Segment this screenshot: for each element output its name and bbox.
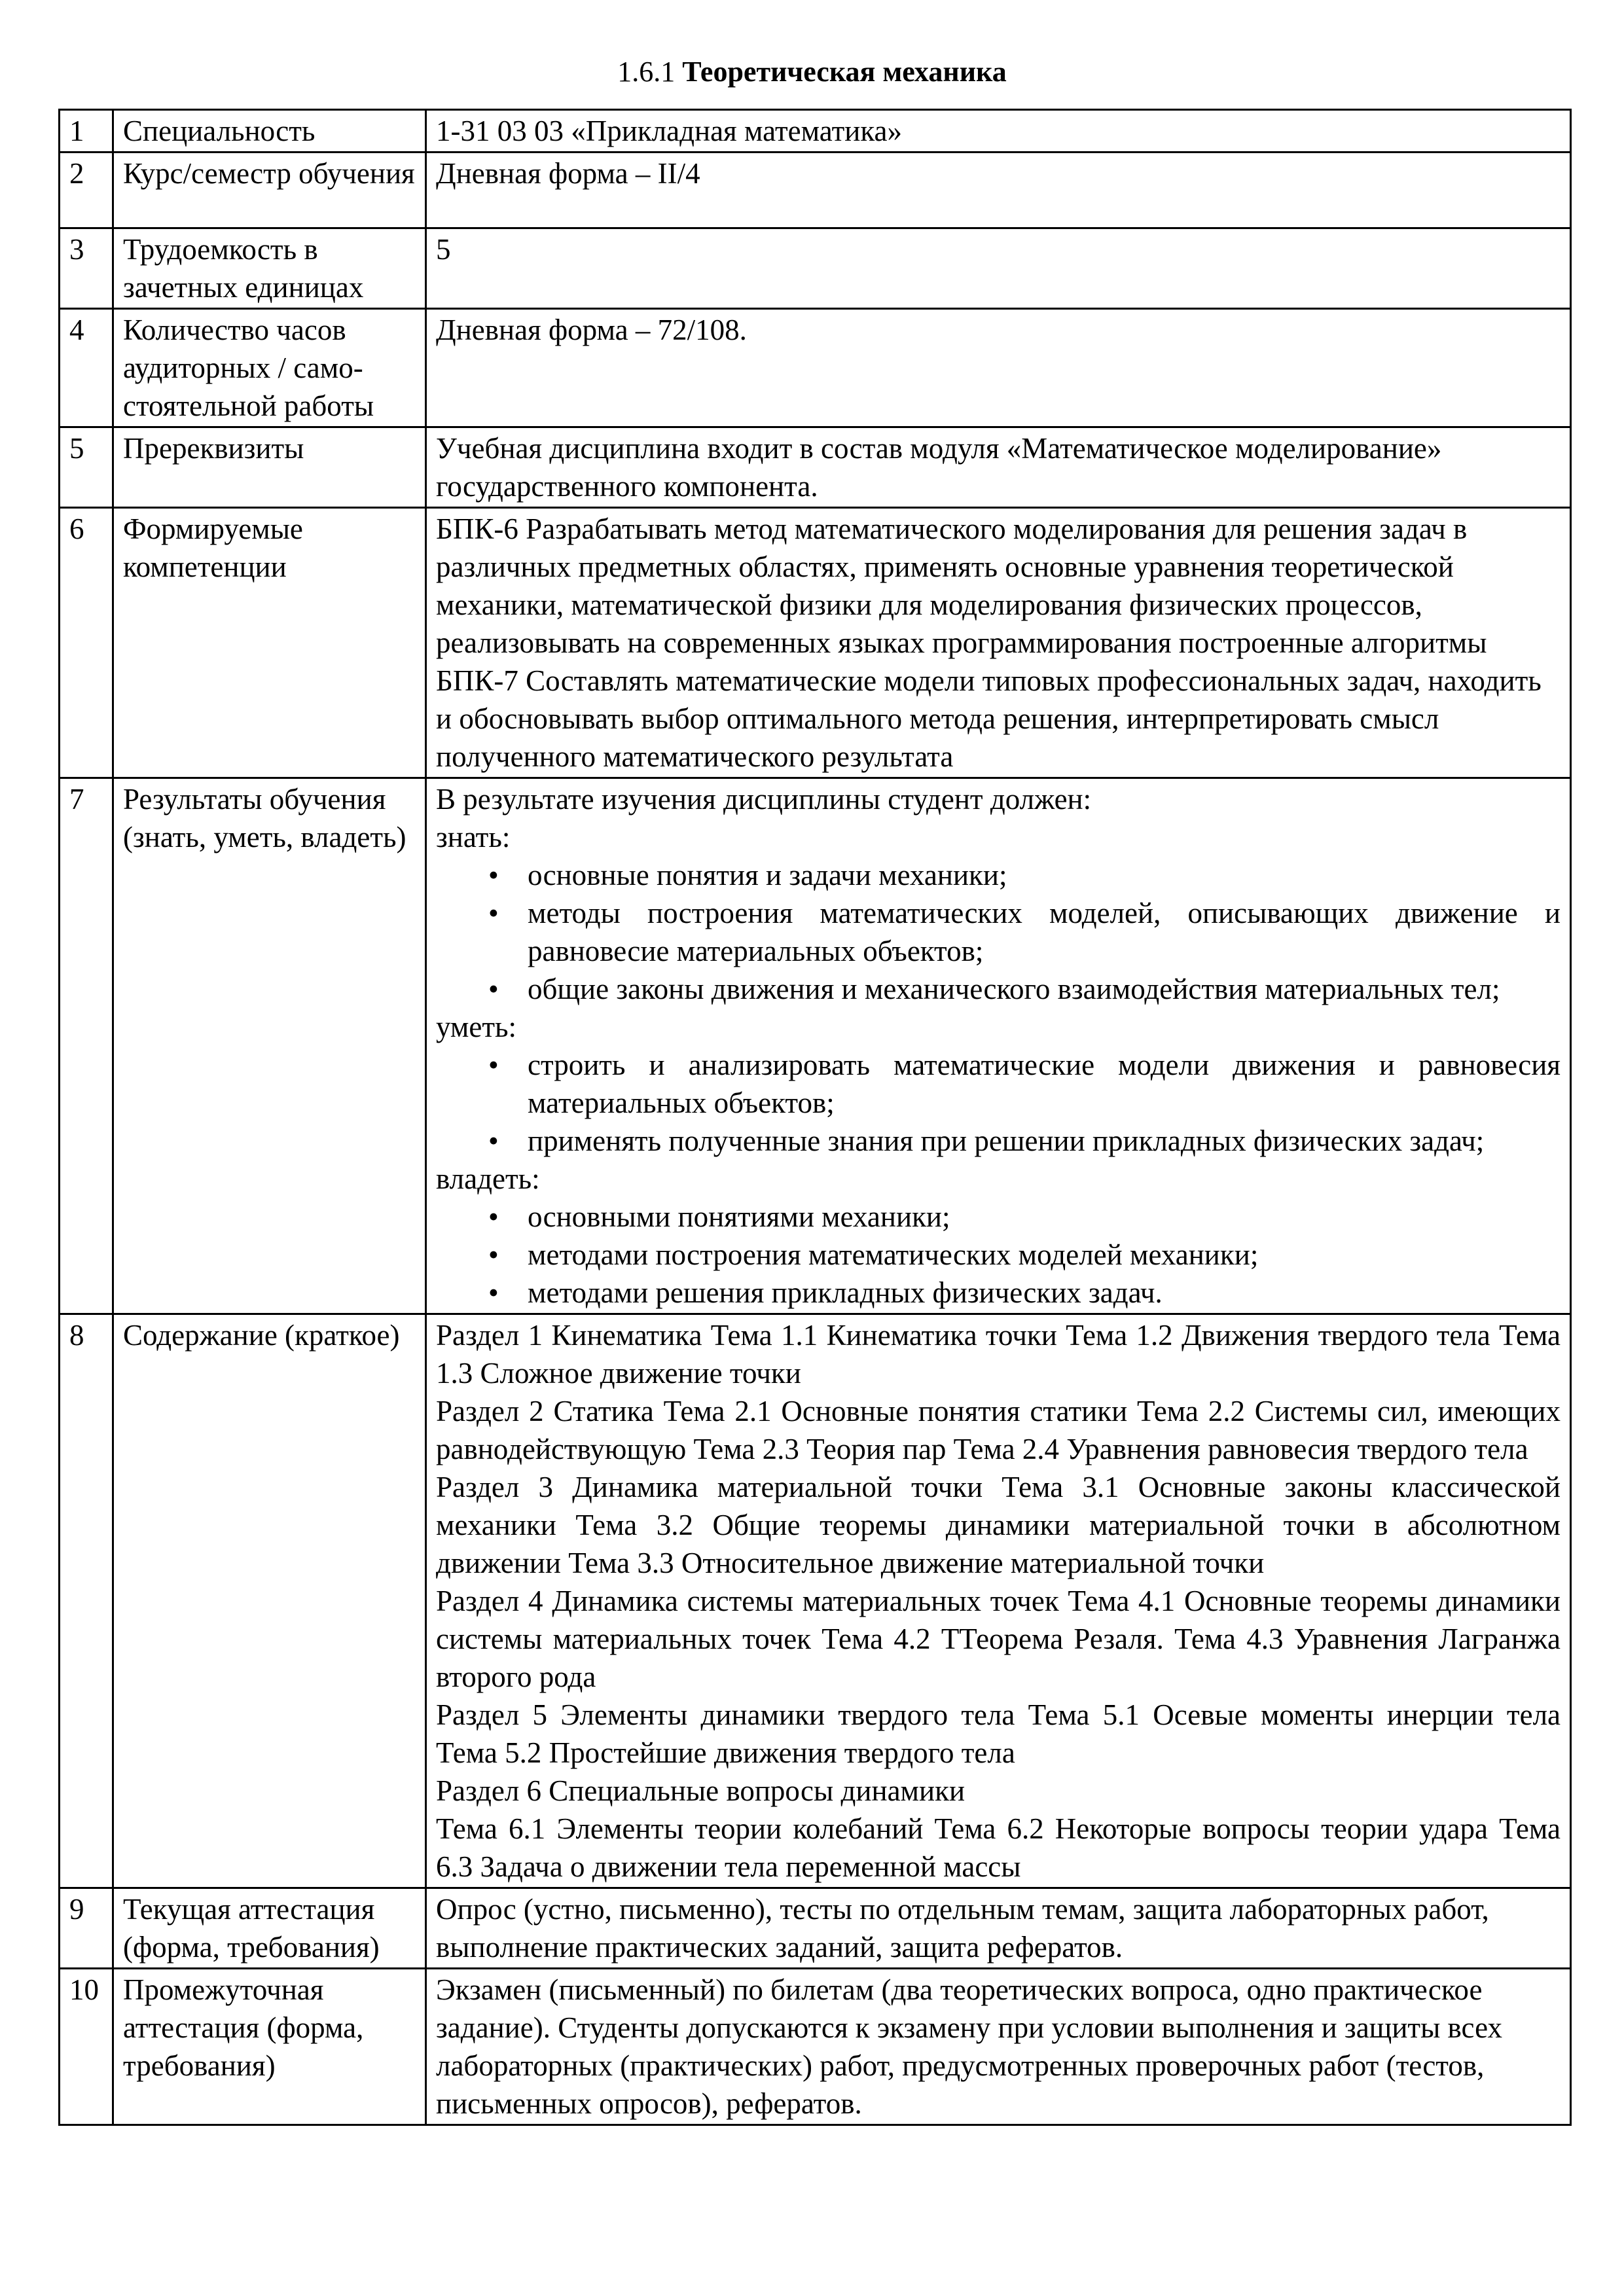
row-value: Учебная дисциплина входит в состав модуля «Математическое моделирование» государственного компонента. bbox=[426, 427, 1571, 508]
row-number: 5 bbox=[60, 427, 113, 508]
table-row bbox=[60, 1314, 1571, 1888]
row-label: Содержание (краткое) bbox=[113, 1314, 426, 1888]
row-number: 1 bbox=[60, 110, 113, 152]
table-row bbox=[60, 309, 1571, 427]
know-label: знать: bbox=[436, 821, 511, 853]
row-value bbox=[426, 508, 1571, 778]
row-number: 9 bbox=[60, 1888, 113, 1969]
table-row bbox=[60, 228, 1571, 309]
can-label: уметь: bbox=[436, 1011, 517, 1043]
row-number: 4 bbox=[60, 309, 113, 427]
content-paragraph: Раздел 2 Статика Тема 2.1 Основные понятия статики Тема 2.2 Системы сил, имеющих равнодействующую Тема 2.3 Теория пар Тема 2.4 Уравнения равновесия твердого тела bbox=[436, 1395, 1561, 1465]
bullet-icon: • bbox=[488, 1238, 499, 1271]
row-value bbox=[426, 1314, 1571, 1888]
discipline-table bbox=[58, 109, 1572, 2126]
row-number: 6 bbox=[60, 508, 113, 778]
content-paragraph: Тема 6.1 Элементы теории колебаний Тема 6.2 Некоторые вопросы теории удара Тема 6.3 Задача о движении тела переменной массы bbox=[436, 1812, 1561, 1883]
list-item: • строить и анализировать математические модели движения и равновесия материальных объектов; bbox=[436, 1046, 1561, 1122]
list-item: • методами решения прикладных физических задач. bbox=[436, 1274, 1561, 1312]
bullet-icon: • bbox=[488, 1124, 499, 1157]
row-label: Промежуточная аттестация (форма, требования) bbox=[113, 1969, 426, 2125]
table-row bbox=[60, 778, 1571, 1314]
list-item: • основные понятия и задачи механики; bbox=[436, 856, 1561, 894]
bullet-icon: • bbox=[488, 897, 499, 929]
table-row bbox=[60, 508, 1571, 778]
row-value: 1-31 03 03 «Прикладная математика» bbox=[426, 110, 1571, 152]
bullet-icon: • bbox=[488, 1276, 499, 1309]
row-label: Пререквизиты bbox=[113, 427, 426, 508]
content-paragraph: Раздел 1 Кинематика Тема 1.1 Кинематика точки Тема 1.2 Движения твердого тела Тема 1.3 Сложное движение точки bbox=[436, 1319, 1561, 1390]
bullet-icon: • bbox=[488, 1049, 499, 1081]
row-label: Формируемые компетенции bbox=[113, 508, 426, 778]
list-item: • основными понятиями механики; bbox=[436, 1198, 1561, 1236]
row-label: Курс/семестр обучения bbox=[113, 152, 426, 228]
own-label: владеть: bbox=[436, 1162, 540, 1195]
content-paragraph: Раздел 5 Элементы динамики твердого тела Тема 5.1 Осевые моменты инерции тела Тема 5.2 Простейшие движения твердого тела bbox=[436, 1698, 1561, 1769]
row-label: Специальность bbox=[113, 110, 426, 152]
row-number: 8 bbox=[60, 1314, 113, 1888]
row-label: Текущая аттестация (форма, требования) bbox=[113, 1888, 426, 1969]
row-label: Количество часов аудиторных / само-стоятельной работы bbox=[113, 309, 426, 427]
list-item: • общие законы движения и механического взаимодействия материальных тел; bbox=[436, 970, 1561, 1008]
row-label: Результаты обучения (знать, уметь, владеть) bbox=[113, 778, 426, 1314]
list-item: • применять полученные знания при решении прикладных физических задач; bbox=[436, 1122, 1561, 1160]
list-item: • методами построения математических моделей механики; bbox=[436, 1236, 1561, 1274]
list-item: • методы построения математических моделей, описывающих движение и равновесие материальных объектов; bbox=[436, 894, 1561, 970]
content-paragraph: Раздел 6 Специальные вопросы динамики bbox=[436, 1774, 965, 1807]
can-list bbox=[436, 1046, 1561, 1160]
table-row bbox=[60, 427, 1571, 508]
table-row bbox=[60, 1969, 1571, 2125]
own-list bbox=[436, 1198, 1561, 1312]
competence-paragraph: БПК-7 Составлять математические модели типовых профессиональных задач, находить и обосновывать выбор оптимального метода решения, интерпретировать смысл полученного математического результата bbox=[436, 664, 1542, 773]
row-value: Дневная форма – 72/108. bbox=[426, 309, 1571, 427]
know-list bbox=[436, 856, 1561, 1008]
table-row bbox=[60, 1888, 1571, 1969]
row-value: 5 bbox=[426, 228, 1571, 309]
row-number: 7 bbox=[60, 778, 113, 1314]
results-intro: В результате изучения дисциплины студент должен: bbox=[436, 783, 1092, 816]
table-row bbox=[60, 152, 1571, 228]
bullet-icon: • bbox=[488, 973, 499, 1005]
section-number: 1.6.1 bbox=[617, 56, 676, 88]
competence-paragraph: БПК-6 Разрабатывать метод математического моделирования для решения задач в различных предметных областях, применять основные уравнения теоретической механики, математической физики для моделирования физических процессов, реализовывать на современных языках программирования построенные алгоритмы bbox=[436, 512, 1487, 659]
row-number: 2 bbox=[60, 152, 113, 228]
table-row bbox=[60, 110, 1571, 152]
row-number: 3 bbox=[60, 228, 113, 309]
page-title bbox=[0, 52, 1624, 92]
content-paragraph: Раздел 3 Динамика материальной точки Тема 3.1 Основные законы классической механики Тема 3.2 Общие теоремы динамики материальной точки в абсолютном движении Тема 3.3 Относительное движение материальной точки bbox=[436, 1471, 1561, 1579]
content-paragraph: Раздел 4 Динамика системы материальных точек Тема 4.1 Основные теоремы динамики системы материальных точек Тема 4.2 ТТеорема Резаля. Тема 4.3 Уравнения Лагранжа второго рода bbox=[436, 1585, 1561, 1693]
row-number: 10 bbox=[60, 1969, 113, 2125]
row-value bbox=[426, 778, 1571, 1314]
row-value: Опрос (устно, письменно), тесты по отдельным темам, защита лабораторных работ, выполнение практических заданий, защита рефератов. bbox=[426, 1888, 1571, 1969]
bullet-icon: • bbox=[488, 1200, 499, 1233]
row-value: Дневная форма – II/4 bbox=[426, 152, 1571, 228]
row-value: Экзамен (письменный) по билетам (два теоретических вопроса, одно практическое задание). Студенты допускаются к экзамену при условии выполнения и защиты всех лабораторных (практических) работ, предусмотренных проверочных работ (тестов, письменных опросов), рефератов. bbox=[426, 1969, 1571, 2125]
bullet-icon: • bbox=[488, 859, 499, 891]
row-label: Трудоемкость в зачетных единицах bbox=[113, 228, 426, 309]
section-title: Теоретическая механика bbox=[682, 56, 1007, 88]
